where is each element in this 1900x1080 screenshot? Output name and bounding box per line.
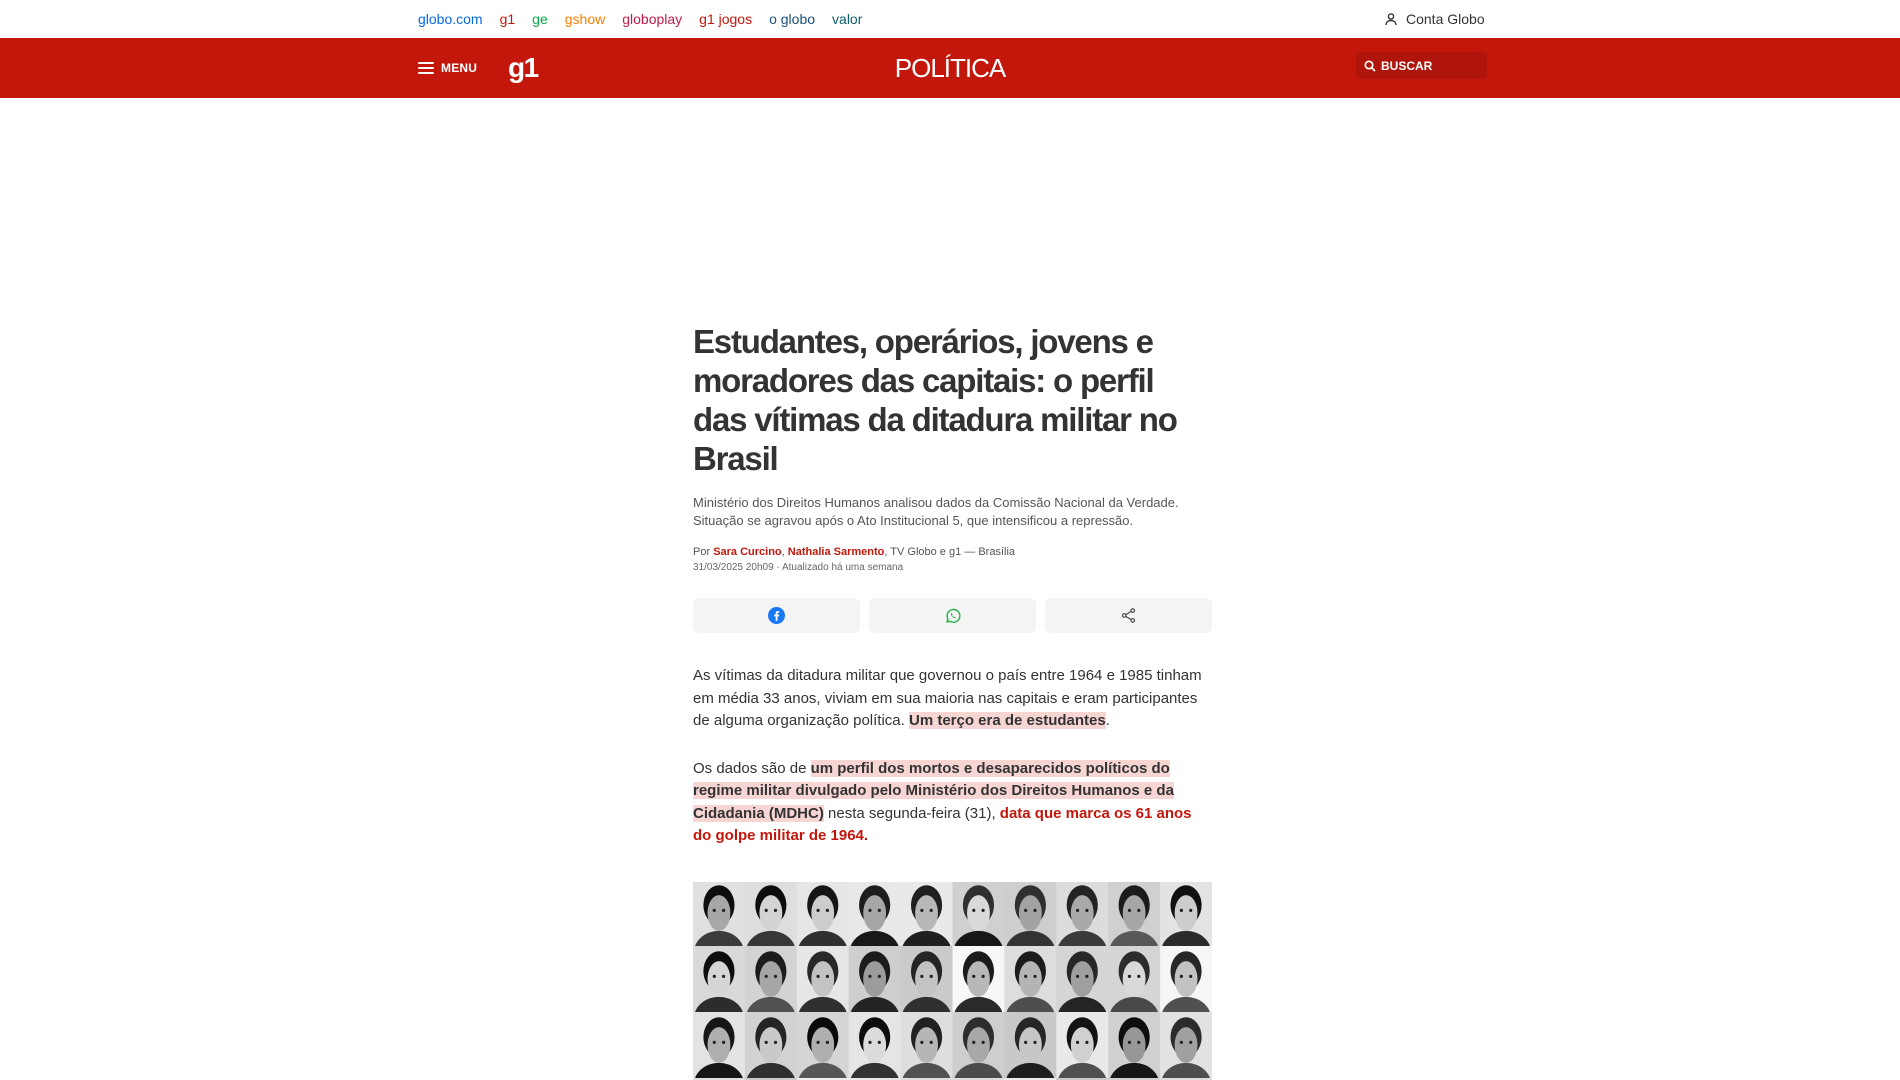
menu-button[interactable]: [418, 38, 477, 98]
article-title: Estudantes, operários, jovens e moradores das capitais: o perfil das vítimas da ditadura militar no Brasil: [693, 323, 1177, 477]
share-bar: [693, 598, 1212, 633]
highlight-link-mdhc-profile[interactable]: um perfil dos mortos e desaparecidos políticos do regime militar divulgado pelo Ministério dos Direitos Humanos e da Cidadania (MDHC): [693, 759, 1174, 822]
brand-link-ge[interactable]: ge: [532, 11, 548, 27]
brand-link-valor[interactable]: valor: [832, 11, 863, 27]
section-header: [0, 38, 1900, 98]
paragraph-1-end: .: [1105, 712, 1110, 729]
facebook-share-button[interactable]: [693, 598, 860, 633]
portrait-mosaic-image: [693, 882, 1212, 1080]
highlight-link-students[interactable]: Um terço era de estudantes: [908, 712, 1106, 729]
facebook-icon: [768, 607, 785, 624]
brand-bar: [0, 0, 1900, 38]
search-icon: [1364, 60, 1376, 72]
paragraph-2: [693, 758, 1212, 848]
byline-prefix: Por: [693, 546, 714, 558]
article-body: [693, 665, 1212, 848]
dateline: 31/03/2025 20h09 · Atualizado há uma semana: [693, 562, 904, 573]
article-photo[interactable]: [693, 882, 1212, 1080]
link-golpe-anniversary[interactable]: data que marca os 61 anos do golpe militar de 1964.: [693, 804, 1192, 844]
hamburger-icon: [418, 62, 434, 74]
account-button[interactable]: [1384, 0, 1485, 38]
g1-logo[interactable]: g1: [508, 52, 538, 83]
byline-suffix: , TV Globo e g1 — Brasília: [884, 546, 1016, 558]
brand-link-globoplay[interactable]: globoplay: [622, 11, 683, 27]
paragraph-1-text: As vítimas da ditadura militar que governou o país entre 1964 e 1985 tinham em média 33 anos, viviam em sua maioria nas capitais e eram participantes de alguma organização política.: [693, 667, 1202, 729]
article: [693, 322, 1212, 873]
section-title: POLÍTICA: [894, 52, 1006, 83]
paragraph-2-middle: nesta segunda-feira (31),: [823, 804, 1000, 822]
brand-link-gshow[interactable]: gshow: [564, 11, 606, 27]
paragraph-1: [693, 665, 1212, 733]
whatsapp-share-button[interactable]: [869, 598, 1036, 633]
brand-link-globo[interactable]: globo.com: [418, 11, 483, 27]
account-label: Conta Globo: [1406, 11, 1485, 27]
brand-link-g1[interactable]: g1: [499, 11, 516, 27]
brand-link-g1-jogos[interactable]: g1 jogos: [699, 11, 753, 27]
author-link-2[interactable]: Nathalia Sarmento: [787, 546, 885, 558]
brand-links: [418, 0, 879, 38]
paragraph-2-start: Os dados são de: [693, 759, 811, 777]
byline-separator: ,: [781, 546, 788, 558]
byline: [693, 544, 1212, 560]
brand-link-o-globo[interactable]: o globo: [769, 11, 816, 27]
user-icon: [1384, 12, 1398, 26]
article-subtitle: Ministério dos Direitos Humanos analisou dados da Comissão Nacional da Verdade. Situação se agravou após o Ato Institucional 5, que intensificou a repressão.: [693, 495, 1179, 528]
search-label: BUSCAR: [1381, 58, 1433, 73]
whatsapp-icon: [944, 607, 962, 625]
share-icon: [1120, 607, 1137, 624]
author-link-1[interactable]: Sara Curcino: [713, 546, 782, 558]
search-button[interactable]: [1356, 52, 1487, 79]
more-share-button[interactable]: [1045, 598, 1212, 633]
menu-label: MENU: [441, 61, 478, 75]
